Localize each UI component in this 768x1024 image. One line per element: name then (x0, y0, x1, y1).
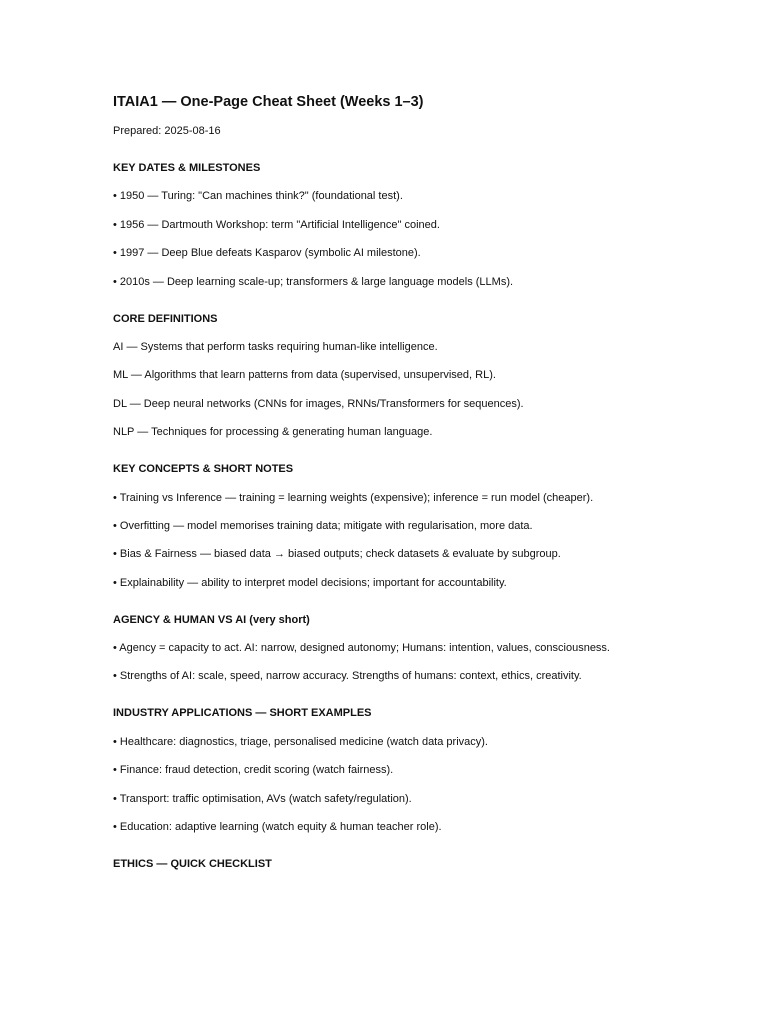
prepared-date: Prepared: 2025-08-16 (113, 125, 221, 137)
list-item: • 1950 — Turing: "Can machines think?" (foundational test). (113, 190, 403, 203)
list-item: • Healthcare: diagnostics, triage, personalised medicine (watch data privacy). (113, 735, 488, 748)
list-item: • Strengths of AI: scale, speed, narrow accuracy. Strengths of humans: context, ethics, creativity. (113, 670, 582, 683)
section-heading: KEY CONCEPTS & SHORT NOTES (113, 463, 294, 476)
list-item: • Bias & Fairness — biased data → biased outputs; check datasets & evaluate by subgroup. (113, 548, 561, 561)
list-item: • Explainability — ability to interpret model decisions; important for accountability. (113, 576, 507, 589)
definition-line: NLP — Techniques for processing & generating human language. (113, 426, 433, 439)
list-item: • Education: adaptive learning (watch equity & human teacher role). (113, 821, 442, 834)
section-lines (113, 735, 733, 835)
list-item: • 1956 — Dartmouth Workshop: term "Artificial Intelligence" coined. (113, 218, 440, 231)
section-heading: AGENCY & HUMAN VS AI (very short) (113, 613, 310, 626)
section-agency (113, 613, 733, 685)
section-lines (113, 491, 733, 591)
section-core-definitions (113, 312, 733, 441)
definition-line: DL — Deep neural networks (CNNs for images, RNNs/Transformers for sequences). (113, 397, 524, 410)
section-lines (113, 189, 733, 289)
section-industry-applications (113, 706, 733, 835)
definition-line: ML — Algorithms that learn patterns from data (supervised, unsupervised, RL). (113, 369, 496, 382)
section-lines (113, 641, 733, 684)
section-heading: INDUSTRY APPLICATIONS — SHORT EXAMPLES (113, 707, 372, 720)
list-item: • 2010s — Deep learning scale-up; transformers & large language models (LLMs). (113, 275, 514, 288)
section-key-dates (113, 161, 733, 290)
document-page (113, 92, 733, 872)
definition-line: AI — Systems that perform tasks requiring human-like intelligence. (113, 340, 438, 353)
section-heading: ETHICS — QUICK CHECKLIST (113, 858, 272, 871)
section-ethics (113, 857, 733, 872)
document-title: ITAIA1 — One-Page Cheat Sheet (Weeks 1–3) (113, 94, 424, 110)
section-heading: CORE DEFINITIONS (113, 312, 218, 325)
list-item: • Agency = capacity to act. AI: narrow, designed autonomy; Humans: intention, values, consciousness. (113, 642, 610, 655)
list-item: • Finance: fraud detection, credit scoring (watch fairness). (113, 764, 394, 777)
list-item: • Transport: traffic optimisation, AVs (watch safety/regulation). (113, 792, 412, 805)
section-heading: KEY DATES & MILESTONES (113, 162, 261, 174)
list-item: • Overfitting — model memorises training data; mitigate with regularisation, more data. (113, 519, 533, 532)
section-key-concepts (113, 462, 733, 591)
list-item: • Training vs Inference — training = learning weights (expensive); inference = run model (cheaper). (113, 491, 594, 504)
section-lines (113, 340, 733, 440)
list-item: • 1997 — Deep Blue defeats Kasparov (symbolic AI milestone). (113, 247, 421, 260)
